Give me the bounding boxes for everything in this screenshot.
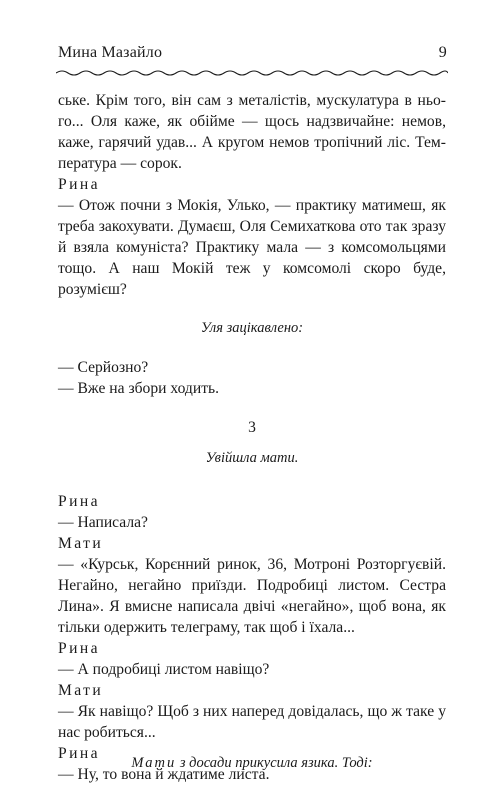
dialogue-line: — Вже на збори ходить. [58,380,220,397]
paragraph: — Як навіщо? Щоб з них наперед довідалась, що ж таке у нас робиться... [58,703,446,741]
speaker-name: Рина [58,493,100,510]
spacer [58,339,446,357]
spacer [58,300,446,318]
speaker-name: Рина [58,640,100,657]
header-wavy-rule [56,68,448,78]
paragraph: ське. Крім того, він сам з металістів, мускулатура в нього... Оля каже, як обійме — щось надзвичайне: немов, каже, гарячий удав... А кругом немов тропічний ліс. Температура — сорок. [58,92,446,172]
paragraph: — Отож почни з Мокія, Улько, — практику матимеш, як треба закохувати. Думаєш, Оля Семихаткова ото так зразу й взяла комуніста? Практику мала — з комсомольцями тощо. А наш Мокій теж у комсомолі скоро буде, розумієш? [58,197,446,298]
scene-number: 3 [248,419,256,436]
speaker-name: Рина [58,176,100,193]
running-head-author: Мина Мазайло [58,44,163,61]
speaker-name: Рина [58,745,100,762]
running-head [58,44,447,66]
speaker-name: Мати [58,535,104,552]
stage-direction: Уля зацікавлено: [200,320,304,336]
dialogue-line: — Ну, то вона й ждатиме листа. [58,766,270,783]
dialogue-line: — Серйозно? [58,359,149,376]
speaker-name: Мати [58,682,104,699]
spacer [58,399,446,417]
dialogue-line: — А подробиці листом навіщо? [58,661,270,678]
dialogue-line: — Написала? [58,514,148,531]
stage-direction: Увійшла мати. [205,450,299,466]
body-text [58,90,446,785]
spacer [58,438,446,448]
stage-text: з досади прикусила язика. Тоді: [176,754,373,771]
spacer [58,469,446,491]
page-number: 9 [438,44,447,61]
stage-speaker: Мати [131,754,177,771]
paragraph: — «Курськ, Корєнний ринок, 36, Мотроні Розторгуєвій. Негайно, негайно приїзди. Подробиці листом. Сестра Лина». Я вмисне написала двічі «негайно», щоб вона, як тільки одержить телеграму, так щоб і їхала... [58,556,446,636]
final-stage-direction [58,755,446,772]
